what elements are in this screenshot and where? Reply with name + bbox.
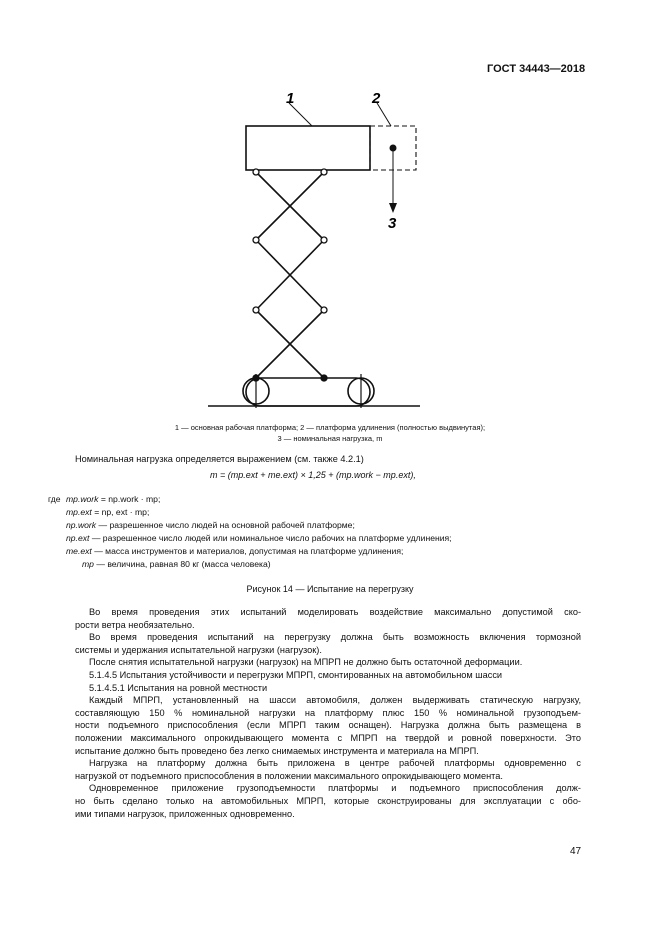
scissor-lift-figure	[0, 0, 661, 420]
figure-legend-line-2: 3 — номинальная нагрузка, m	[277, 434, 383, 443]
paragraph: После снятия испытательной нагрузки (нагрузок) на МПРП не должно быть остаточной деформации.	[89, 657, 523, 668]
paragraph: Во время проведения испытаний на перегрузку должна быть возможность включения тормозной системы и удержания испытательной нагрузки (нагрузок).	[75, 632, 581, 655]
definition-item: me.ext — масса инструментов и материалов, допустимая на платформе удлинения;	[66, 546, 404, 556]
standard-header: ГОСТ 34443—2018	[487, 63, 586, 75]
paragraph: Каждый МПРП, установленный на шасси автомобиля, должен выдерживать статическую нагрузку, составляющую 150 % номинальной нагрузки на платформу плюс 150 % номинальной грузоподъем- ности подъемного приспособления (если МПРП таким оснащен). Нагрузка должна быть размещена в положении максимального опрокидывающего момента с МПРП на твердой и ровной поверхности. Это испытание должно быть проведено без легко снимаемых инструмента и материала на МПРП.	[75, 695, 581, 756]
paragraph: Одновременное приложение грузоподъемности платформы и подъемного приспособления долж- но быть сделано только на автомобильных МПРП, которые сконструированы для эксплуатации с обо- ими типами нагрузок, приложенных одновременно.	[75, 783, 581, 819]
where-label: где	[48, 494, 61, 504]
definition-item: mp — величина, равная 80 кг (масса человека)	[82, 559, 271, 569]
definition-item: mp.work = np.work · mp;	[66, 494, 161, 504]
paragraph: Во время проведения этих испытаний моделировать воздействие максимально допустимой ско- рости ветра необязательно.	[75, 607, 581, 630]
callout-3: 3	[388, 215, 397, 232]
figure-caption: Рисунок 14 — Испытание на перегрузку	[246, 584, 414, 594]
subsection-heading: 5.1.4.5.1 Испытания на ровной местности	[89, 682, 268, 693]
formula-intro: Номинальная нагрузка определяется выражением (см. также 4.2.1)	[75, 454, 364, 464]
page-number: 47	[570, 846, 582, 857]
callout-1: 1	[286, 90, 295, 107]
scissor-arms	[256, 172, 324, 378]
formula: m = (mp.ext + me.ext) × 1,25 + (mp.work − mp.ext),	[210, 470, 416, 480]
body-text	[75, 606, 581, 820]
load-arrow-head	[389, 203, 397, 213]
callout-2: 2	[372, 90, 381, 107]
definition-item: mp.ext = np, ext · mp;	[66, 507, 150, 517]
section-heading: 5.1.4.5 Испытания устойчивости и перегрузки МПРП, смонтированных на автомобильном шасси	[89, 669, 503, 680]
paragraph: Нагрузка на платформу должна быть приложена в центре рабочей платформы одновременно с нагрузкой от подъемного приспособления в положении максимального опрокидывающего момента.	[75, 758, 581, 781]
definition-item: np.work — разрешенное число людей на основной рабочей платформе;	[66, 520, 355, 530]
load-point	[390, 145, 397, 152]
figure-legend-line-1: 1 — основная рабочая платформа; 2 — платформа удлинения (полностью выдвинутая);	[174, 423, 486, 432]
definition-item: np.ext — разрешенное число людей или номинальное число рабочих на платформе удлинения;	[66, 533, 452, 543]
main-platform	[246, 126, 370, 170]
